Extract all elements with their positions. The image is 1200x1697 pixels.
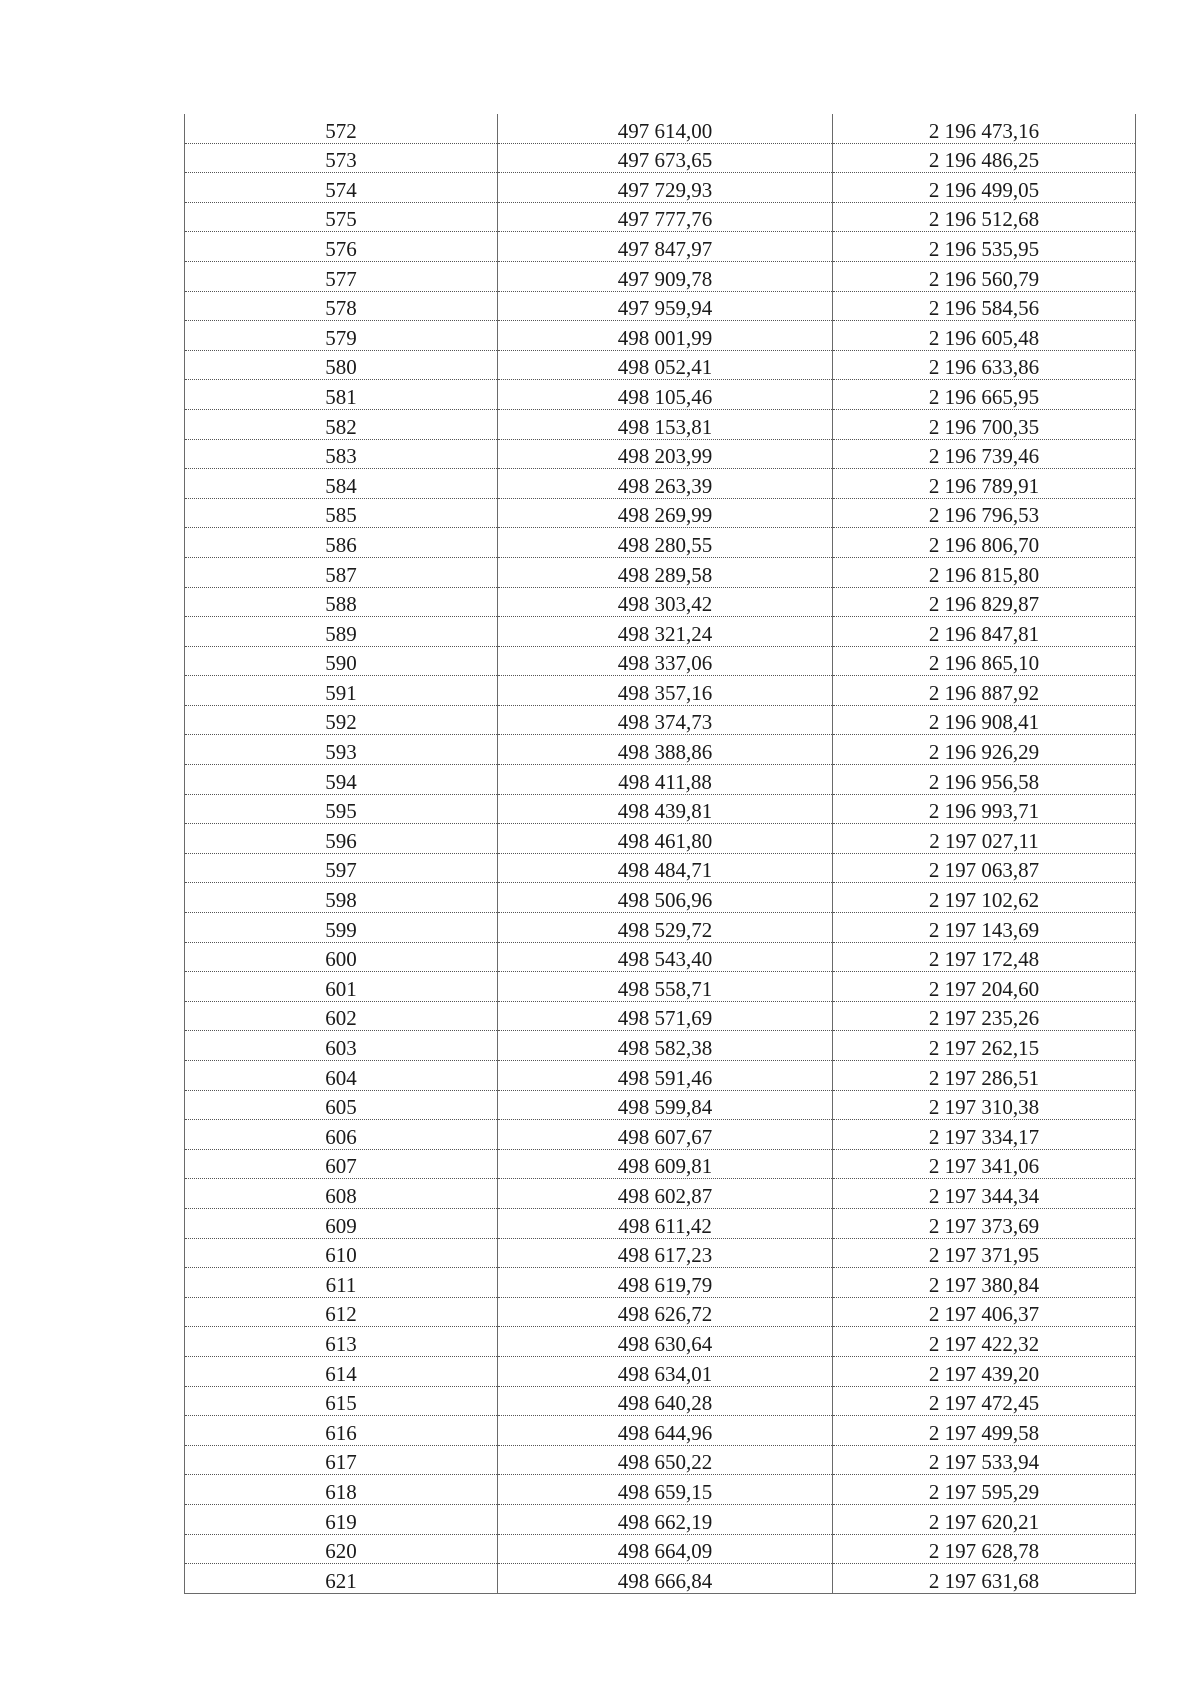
x-coordinate-cell: 498 321,24 — [498, 617, 833, 647]
table-row — [185, 1149, 1136, 1179]
y-coordinate-cell: 2 196 535,95 — [833, 232, 1136, 262]
table-row — [185, 469, 1136, 499]
x-coordinate-cell: 498 609,81 — [498, 1149, 833, 1179]
table-row — [185, 735, 1136, 765]
point-number-cell: 584 — [185, 469, 498, 499]
y-coordinate-cell: 2 197 422,32 — [833, 1327, 1136, 1357]
point-number-cell: 588 — [185, 587, 498, 617]
point-number-cell: 586 — [185, 528, 498, 558]
x-coordinate-cell: 498 659,15 — [498, 1475, 833, 1505]
y-coordinate-cell: 2 196 499,05 — [833, 173, 1136, 203]
y-coordinate-cell: 2 196 887,92 — [833, 676, 1136, 706]
y-coordinate-cell: 2 196 789,91 — [833, 469, 1136, 499]
table-row — [185, 883, 1136, 913]
point-number-cell: 618 — [185, 1475, 498, 1505]
table-row — [185, 1001, 1136, 1031]
table-row — [185, 1327, 1136, 1357]
point-number-cell: 593 — [185, 735, 498, 765]
x-coordinate-cell: 498 558,71 — [498, 972, 833, 1002]
x-coordinate-cell: 498 052,41 — [498, 350, 833, 380]
table-row — [185, 528, 1136, 558]
table-row — [185, 557, 1136, 587]
table-row — [185, 765, 1136, 795]
table-row — [185, 1120, 1136, 1150]
point-number-cell: 608 — [185, 1179, 498, 1209]
y-coordinate-cell: 2 196 633,86 — [833, 350, 1136, 380]
point-number-cell: 595 — [185, 794, 498, 824]
y-coordinate-cell: 2 197 628,78 — [833, 1534, 1136, 1564]
x-coordinate-cell: 498 506,96 — [498, 883, 833, 913]
y-coordinate-cell: 2 196 512,68 — [833, 202, 1136, 232]
table-row — [185, 350, 1136, 380]
y-coordinate-cell: 2 197 533,94 — [833, 1445, 1136, 1475]
table-row — [185, 114, 1136, 143]
x-coordinate-cell: 498 303,42 — [498, 587, 833, 617]
table-row — [185, 617, 1136, 647]
point-number-cell: 601 — [185, 972, 498, 1002]
x-coordinate-cell: 498 439,81 — [498, 794, 833, 824]
point-number-cell: 573 — [185, 143, 498, 173]
table-row — [185, 232, 1136, 262]
y-coordinate-cell: 2 197 344,34 — [833, 1179, 1136, 1209]
x-coordinate-cell: 498 484,71 — [498, 853, 833, 883]
y-coordinate-cell: 2 196 665,95 — [833, 380, 1136, 410]
point-number-cell: 583 — [185, 439, 498, 469]
y-coordinate-cell: 2 196 956,58 — [833, 765, 1136, 795]
table-row — [185, 1416, 1136, 1446]
x-coordinate-cell: 498 640,28 — [498, 1386, 833, 1416]
x-coordinate-cell: 498 337,06 — [498, 646, 833, 676]
point-number-cell: 613 — [185, 1327, 498, 1357]
x-coordinate-cell: 498 411,88 — [498, 765, 833, 795]
x-coordinate-cell: 498 582,38 — [498, 1031, 833, 1061]
coordinates-table — [184, 114, 1136, 1594]
table-row — [185, 439, 1136, 469]
point-number-cell: 599 — [185, 913, 498, 943]
x-coordinate-cell: 498 619,79 — [498, 1268, 833, 1298]
y-coordinate-cell: 2 196 560,79 — [833, 261, 1136, 291]
y-coordinate-cell: 2 196 796,53 — [833, 498, 1136, 528]
point-number-cell: 582 — [185, 409, 498, 439]
point-number-cell: 575 — [185, 202, 498, 232]
y-coordinate-cell: 2 196 806,70 — [833, 528, 1136, 558]
y-coordinate-cell: 2 197 102,62 — [833, 883, 1136, 913]
point-number-cell: 610 — [185, 1238, 498, 1268]
point-number-cell: 605 — [185, 1090, 498, 1120]
y-coordinate-cell: 2 197 595,29 — [833, 1475, 1136, 1505]
x-coordinate-cell: 497 729,93 — [498, 173, 833, 203]
x-coordinate-cell: 498 599,84 — [498, 1090, 833, 1120]
y-coordinate-cell: 2 197 380,84 — [833, 1268, 1136, 1298]
y-coordinate-cell: 2 197 499,58 — [833, 1416, 1136, 1446]
point-number-cell: 579 — [185, 321, 498, 351]
point-number-cell: 598 — [185, 883, 498, 913]
y-coordinate-cell: 2 196 865,10 — [833, 646, 1136, 676]
point-number-cell: 603 — [185, 1031, 498, 1061]
x-coordinate-cell: 498 607,67 — [498, 1120, 833, 1150]
x-coordinate-cell: 498 626,72 — [498, 1297, 833, 1327]
y-coordinate-cell: 2 197 371,95 — [833, 1238, 1136, 1268]
point-number-cell: 620 — [185, 1534, 498, 1564]
y-coordinate-cell: 2 196 815,80 — [833, 557, 1136, 587]
y-coordinate-cell: 2 197 439,20 — [833, 1356, 1136, 1386]
table-row — [185, 942, 1136, 972]
y-coordinate-cell: 2 196 829,87 — [833, 587, 1136, 617]
point-number-cell: 590 — [185, 646, 498, 676]
table-row — [185, 646, 1136, 676]
table-row — [185, 1238, 1136, 1268]
table-row — [185, 705, 1136, 735]
x-coordinate-cell: 497 959,94 — [498, 291, 833, 321]
table-row — [185, 1208, 1136, 1238]
x-coordinate-cell: 498 461,80 — [498, 824, 833, 854]
table-row — [185, 913, 1136, 943]
y-coordinate-cell: 2 197 172,48 — [833, 942, 1136, 972]
table-row — [185, 1475, 1136, 1505]
y-coordinate-cell: 2 196 847,81 — [833, 617, 1136, 647]
table-row — [185, 1564, 1136, 1594]
table-row — [185, 1356, 1136, 1386]
table-row — [185, 143, 1136, 173]
table-row — [185, 794, 1136, 824]
point-number-cell: 596 — [185, 824, 498, 854]
y-coordinate-cell: 2 197 631,68 — [833, 1564, 1136, 1594]
y-coordinate-cell: 2 197 341,06 — [833, 1149, 1136, 1179]
point-number-cell: 574 — [185, 173, 498, 203]
y-coordinate-cell: 2 197 235,26 — [833, 1001, 1136, 1031]
point-number-cell: 612 — [185, 1297, 498, 1327]
x-coordinate-cell: 497 777,76 — [498, 202, 833, 232]
point-number-cell: 572 — [185, 114, 498, 143]
x-coordinate-cell: 498 650,22 — [498, 1445, 833, 1475]
x-coordinate-cell: 497 673,65 — [498, 143, 833, 173]
y-coordinate-cell: 2 197 373,69 — [833, 1208, 1136, 1238]
point-number-cell: 604 — [185, 1061, 498, 1091]
table-row — [185, 853, 1136, 883]
table-row — [185, 1297, 1136, 1327]
table-row — [185, 202, 1136, 232]
table-row — [185, 676, 1136, 706]
table-row — [185, 972, 1136, 1002]
x-coordinate-cell: 498 630,64 — [498, 1327, 833, 1357]
point-number-cell: 619 — [185, 1504, 498, 1534]
point-number-cell: 615 — [185, 1386, 498, 1416]
x-coordinate-cell: 498 203,99 — [498, 439, 833, 469]
table-row — [185, 380, 1136, 410]
point-number-cell: 580 — [185, 350, 498, 380]
x-coordinate-cell: 498 263,39 — [498, 469, 833, 499]
x-coordinate-cell: 498 666,84 — [498, 1564, 833, 1594]
table-row — [185, 1090, 1136, 1120]
point-number-cell: 576 — [185, 232, 498, 262]
table-row — [185, 1031, 1136, 1061]
table-row — [185, 1504, 1136, 1534]
y-coordinate-cell: 2 196 486,25 — [833, 143, 1136, 173]
point-number-cell: 606 — [185, 1120, 498, 1150]
x-coordinate-cell: 498 543,40 — [498, 942, 833, 972]
point-number-cell: 611 — [185, 1268, 498, 1298]
point-number-cell: 587 — [185, 557, 498, 587]
y-coordinate-cell: 2 197 204,60 — [833, 972, 1136, 1002]
x-coordinate-cell: 497 847,97 — [498, 232, 833, 262]
y-coordinate-cell: 2 196 926,29 — [833, 735, 1136, 765]
table-row — [185, 1534, 1136, 1564]
point-number-cell: 609 — [185, 1208, 498, 1238]
x-coordinate-cell: 498 591,46 — [498, 1061, 833, 1091]
table-row — [185, 291, 1136, 321]
table-row — [185, 824, 1136, 854]
x-coordinate-cell: 498 105,46 — [498, 380, 833, 410]
y-coordinate-cell: 2 197 063,87 — [833, 853, 1136, 883]
point-number-cell: 607 — [185, 1149, 498, 1179]
y-coordinate-cell: 2 196 908,41 — [833, 705, 1136, 735]
point-number-cell: 597 — [185, 853, 498, 883]
y-coordinate-cell: 2 197 310,38 — [833, 1090, 1136, 1120]
x-coordinate-cell: 498 529,72 — [498, 913, 833, 943]
x-coordinate-cell: 498 374,73 — [498, 705, 833, 735]
x-coordinate-cell: 498 001,99 — [498, 321, 833, 351]
y-coordinate-cell: 2 196 584,56 — [833, 291, 1136, 321]
table-row — [185, 409, 1136, 439]
x-coordinate-cell: 498 602,87 — [498, 1179, 833, 1209]
x-coordinate-cell: 498 664,09 — [498, 1534, 833, 1564]
point-number-cell: 594 — [185, 765, 498, 795]
point-number-cell: 621 — [185, 1564, 498, 1594]
x-coordinate-cell: 497 614,00 — [498, 114, 833, 143]
y-coordinate-cell: 2 197 334,17 — [833, 1120, 1136, 1150]
x-coordinate-cell: 498 634,01 — [498, 1356, 833, 1386]
y-coordinate-cell: 2 197 262,15 — [833, 1031, 1136, 1061]
x-coordinate-cell: 498 153,81 — [498, 409, 833, 439]
x-coordinate-cell: 498 269,99 — [498, 498, 833, 528]
point-number-cell: 614 — [185, 1356, 498, 1386]
point-number-cell: 581 — [185, 380, 498, 410]
table-row — [185, 1386, 1136, 1416]
y-coordinate-cell: 2 197 143,69 — [833, 913, 1136, 943]
y-coordinate-cell: 2 197 620,21 — [833, 1504, 1136, 1534]
y-coordinate-cell: 2 197 286,51 — [833, 1061, 1136, 1091]
y-coordinate-cell: 2 197 406,37 — [833, 1297, 1136, 1327]
point-number-cell: 616 — [185, 1416, 498, 1446]
point-number-cell: 585 — [185, 498, 498, 528]
y-coordinate-cell: 2 196 473,16 — [833, 114, 1136, 143]
table-row — [185, 1445, 1136, 1475]
table-row — [185, 1061, 1136, 1091]
point-number-cell: 578 — [185, 291, 498, 321]
x-coordinate-cell: 498 611,42 — [498, 1208, 833, 1238]
y-coordinate-cell: 2 196 605,48 — [833, 321, 1136, 351]
table-row — [185, 261, 1136, 291]
coordinates-table-body — [185, 114, 1136, 1593]
x-coordinate-cell: 498 388,86 — [498, 735, 833, 765]
table-row — [185, 1268, 1136, 1298]
x-coordinate-cell: 498 289,58 — [498, 557, 833, 587]
point-number-cell: 589 — [185, 617, 498, 647]
y-coordinate-cell: 2 196 700,35 — [833, 409, 1136, 439]
table-row — [185, 587, 1136, 617]
table-row — [185, 173, 1136, 203]
y-coordinate-cell: 2 197 472,45 — [833, 1386, 1136, 1416]
y-coordinate-cell: 2 197 027,11 — [833, 824, 1136, 854]
point-number-cell: 592 — [185, 705, 498, 735]
table-row — [185, 1179, 1136, 1209]
point-number-cell: 602 — [185, 1001, 498, 1031]
point-number-cell: 591 — [185, 676, 498, 706]
x-coordinate-cell: 497 909,78 — [498, 261, 833, 291]
table-row — [185, 498, 1136, 528]
point-number-cell: 600 — [185, 942, 498, 972]
x-coordinate-cell: 498 644,96 — [498, 1416, 833, 1446]
x-coordinate-cell: 498 662,19 — [498, 1504, 833, 1534]
table-row — [185, 321, 1136, 351]
point-number-cell: 617 — [185, 1445, 498, 1475]
point-number-cell: 577 — [185, 261, 498, 291]
x-coordinate-cell: 498 280,55 — [498, 528, 833, 558]
x-coordinate-cell: 498 617,23 — [498, 1238, 833, 1268]
x-coordinate-cell: 498 357,16 — [498, 676, 833, 706]
x-coordinate-cell: 498 571,69 — [498, 1001, 833, 1031]
y-coordinate-cell: 2 196 993,71 — [833, 794, 1136, 824]
y-coordinate-cell: 2 196 739,46 — [833, 439, 1136, 469]
